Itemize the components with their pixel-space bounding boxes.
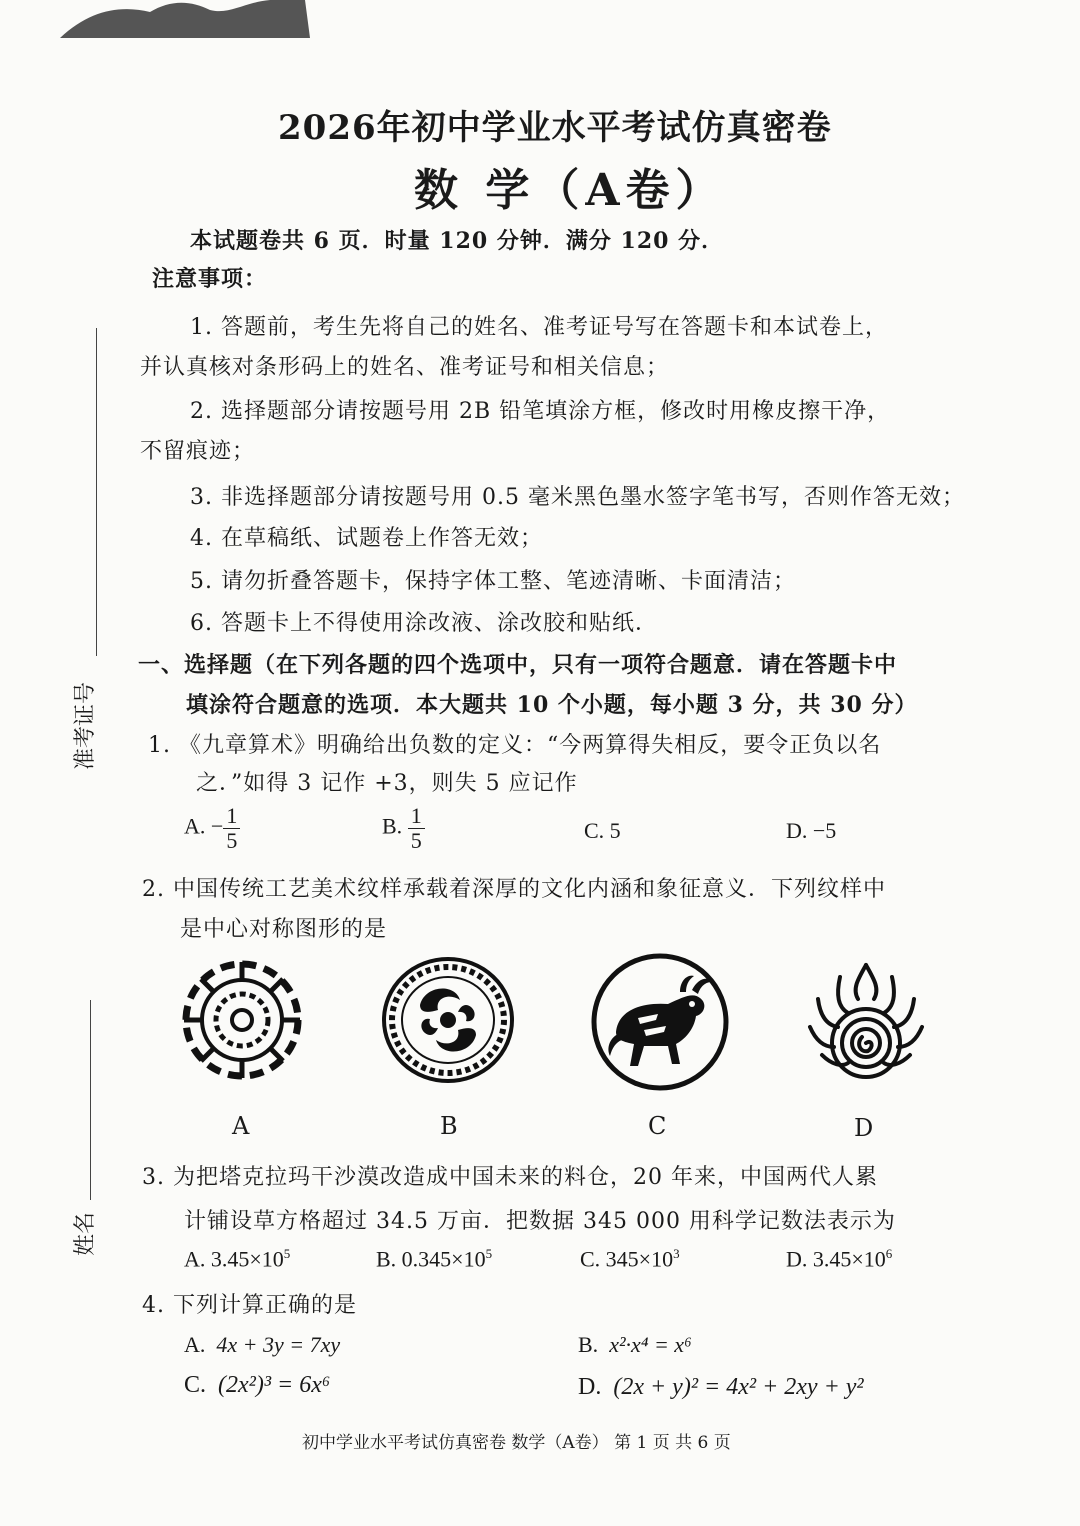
section-1-heading-line1: 一、选择题（在下列各题的四个选项中，只有一项符合题意．请在答题卡中: [138, 652, 898, 678]
q4-option-b: [578, 1332, 692, 1358]
q4-option-c-label: C.: [184, 1372, 207, 1398]
q1-option-b: [382, 804, 425, 853]
section-1-heading-line2: 填涂符合题意的选项．本大题共 10 个小题，每小题 3 分，共 30 分）: [186, 692, 918, 718]
question-3-line1: 3. 为把塔克拉玛干沙漠改造成中国未来的料仓，20 年来，中国两代人累: [142, 1165, 878, 1190]
q1-option-b-denominator: 5: [410, 828, 422, 854]
q4-option-a-label: A.: [184, 1332, 206, 1357]
question-3-line2: 计铺设草方格超过 34.5 万亩．把数据 345 000 用科学记数法表示为: [184, 1209, 896, 1234]
notice-item-4: 4. 在草稿纸、试题卷上作答无效；: [190, 526, 543, 551]
q3-option-b: [376, 1246, 492, 1272]
question-4-line1: 4. 下列计算正确的是: [142, 1293, 357, 1318]
exam-number-label: 准考证号: [73, 681, 98, 770]
pattern-b-image: [380, 955, 516, 1085]
top-corner-graphic: [60, 0, 315, 40]
q3-option-a: [184, 1246, 290, 1272]
q3-option-d: [786, 1246, 892, 1272]
q4-option-c: [184, 1372, 330, 1399]
notice-heading: 注意事项：: [152, 266, 268, 292]
q3-option-a-text: A. 3.45×10: [184, 1246, 284, 1272]
question-1-line2: 之．”如得 3 记作 +3，则失 5 应记作: [196, 771, 578, 796]
q3-option-a-exponent: 5: [283, 1246, 291, 1261]
notice-item-6: 6. 答题卡上不得使用涂改液、涂改胶和贴纸．: [190, 611, 658, 636]
question-2-line2: 是中心对称图形的是: [180, 917, 388, 942]
q1-option-b-fraction: [408, 804, 425, 853]
notice-item-1b: 并认真核对条形码上的姓名、准考证号和相关信息；: [140, 355, 670, 380]
notice-item-3: 3. 非选择题部分请按题号用 0.5 毫米黑色墨水签字笔书写，否则作答无效；: [190, 485, 965, 510]
q3-option-d-text: D. 3.45×10: [786, 1246, 886, 1272]
pattern-a-image: [180, 958, 304, 1082]
question-2-line1: 2. 中国传统工艺美术纹样承载着深厚的文化内涵和象征意义．下列纹样中: [142, 877, 886, 902]
q4-option-d-label: D.: [578, 1374, 602, 1400]
notice-item-5: 5. 请勿折叠答题卡，保持字体工整、笔迹清晰、卡面清洁；: [190, 569, 796, 594]
q4-option-b-expression: x²·x⁴ = x⁶: [609, 1332, 692, 1357]
notice-item-2a: 2. 选择题部分请按题号用 2B 铅笔填涂方框，修改时用橡皮擦干净，: [190, 399, 891, 424]
exam-info: 本试题卷共 6 页．时量 120 分钟．满分 120 分．: [190, 228, 725, 254]
q1-option-d: D. −5: [786, 818, 837, 843]
q4-option-b-label: B.: [578, 1332, 599, 1357]
q1-option-c: C. 5: [584, 818, 621, 843]
q1-option-a-sign: −: [210, 813, 224, 839]
q1-option-a-denominator: 5: [226, 828, 238, 854]
q4-option-a: [184, 1332, 340, 1358]
q1-option-a: [184, 804, 240, 853]
q1-option-a-numerator: 1: [223, 804, 240, 829]
q4-option-d-expression: (2x + y)² = 4x² + 2xy + y²: [613, 1374, 864, 1400]
binding-line-top: [96, 328, 97, 656]
q3-option-c-exponent: 3: [673, 1246, 680, 1261]
question-1-line1: 1. 《九章算术》明确给出负数的定义：“今两算得失相反，要令正负以名: [148, 733, 882, 758]
q3-option-b-text: B. 0.345×10: [376, 1246, 486, 1272]
pattern-c-image: [588, 952, 732, 1092]
page-subtitle: 数 学（A卷）: [414, 165, 726, 216]
notice-item-2b: 不留痕迹；: [140, 439, 256, 464]
q4-option-a-expression: 4x + 3y = 7xy: [216, 1332, 341, 1357]
name-label: 姓名: [73, 1211, 98, 1256]
pattern-d-image: [802, 955, 930, 1093]
pattern-d-label: D: [854, 1114, 874, 1142]
q3-option-d-exponent: 6: [885, 1246, 893, 1261]
q4-option-c-expression: (2x²)³ = 6x⁶: [218, 1372, 331, 1398]
q3-option-b-exponent: 5: [485, 1246, 493, 1261]
q1-option-a-label: A.: [184, 813, 206, 839]
pattern-c-label: C: [648, 1112, 667, 1140]
notice-item-1a: 1. 答题前，考生先将自己的姓名、准考证号写在答题卡和本试卷上，: [190, 315, 888, 340]
q1-option-b-label: B.: [382, 813, 403, 839]
q4-option-d: [578, 1374, 864, 1401]
q3-option-c: [580, 1246, 680, 1272]
q3-option-c-text: C. 345×10: [580, 1246, 674, 1272]
page-footer: 初中学业水平考试仿真密卷 数学（A卷） 第 1 页 共 6 页: [302, 1433, 731, 1453]
q1-option-b-numerator: 1: [408, 804, 425, 829]
binding-line-middle: [90, 1000, 91, 1200]
pattern-b-label: B: [440, 1112, 458, 1140]
page-title: 2026年初中学业水平考试仿真密卷: [278, 108, 832, 148]
q1-option-a-fraction: [223, 804, 240, 853]
pattern-a-label: A: [232, 1112, 250, 1140]
